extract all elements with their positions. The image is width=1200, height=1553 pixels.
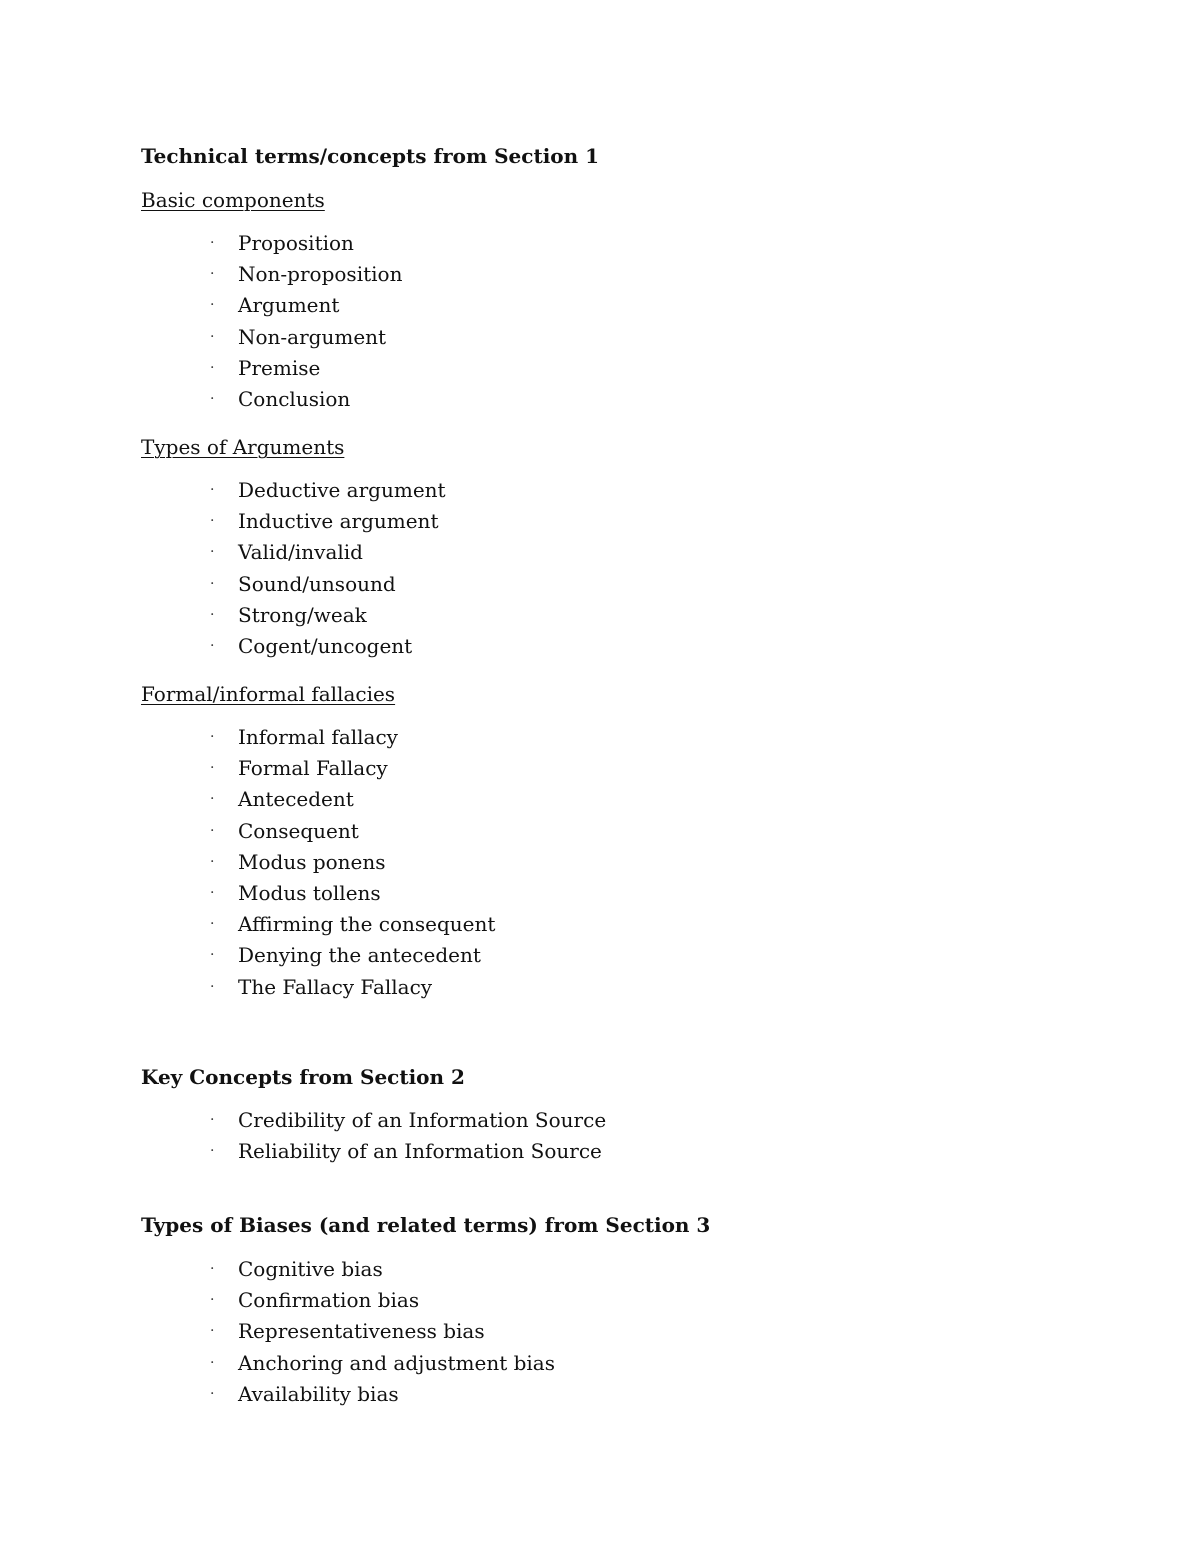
bullet-icon: · — [210, 822, 215, 839]
bullet-icon: · — [210, 947, 215, 964]
bullet-icon: · — [210, 884, 215, 901]
bullet-icon: · — [210, 791, 215, 808]
bullet-icon: · — [210, 359, 215, 376]
bullet-icon: · — [210, 390, 215, 407]
bullet-icon: · — [210, 978, 215, 995]
bullet-icon: · — [210, 1112, 215, 1128]
bullet-icon: · — [210, 1143, 215, 1160]
section-2-heading: Key Concepts from Section 2 — [141, 1065, 465, 1089]
bullet-icon: · — [210, 760, 215, 777]
types-of-arguments-subheading: Types of Arguments — [141, 435, 345, 459]
document-page: Technical terms/concepts from Section 1 Basic components · Proposition · Non-proposition · Argument · Non-argument · Premise · Conclusion Types of Arguments · Deductive argument · Inductive argument · Valid/invalid · Sound/unsound · Strong/weak · Cogent/uncogent Formal/informal fallacies · Informal fallacy · Formal Fallacy · Antecedent · Consequent · Modus ponens · Modus tollens · Affirming the consequent · Denying the antecedent · The Fallacy Fallacy Key Concepts from Section 2 · Credibility of an Information Source · Reliability of an Information Source Types of Biases (and related terms) from Section 3 · Cognitive bias · Confirmation bias · Representativeness bias · Anchoring and adjustment bias · Availability bias — [0, 0, 1200, 1553]
fallacies-subheading: Formal/informal fallacies — [141, 682, 396, 706]
basic-components-subheading: Basic components — [141, 188, 325, 212]
bullet-icon: · — [210, 575, 215, 592]
bullet-icon: · — [210, 916, 215, 933]
bullet-icon: · — [210, 637, 215, 654]
bullet-icon: · — [210, 513, 215, 530]
bullet-icon: · — [210, 1323, 215, 1340]
bullet-icon: · — [210, 1292, 215, 1309]
bullet-icon: · — [210, 235, 215, 251]
bullet-icon: · — [210, 729, 215, 745]
bullet-icon: · — [210, 1261, 215, 1277]
bullet-icon: · — [210, 606, 215, 623]
bullet-icon: · — [210, 266, 215, 283]
section-1-heading: Technical terms/concepts from Section 1 — [141, 144, 600, 168]
bullet-icon: · — [210, 1354, 215, 1371]
bullet-icon: · — [210, 544, 215, 561]
section-3-heading: Types of Biases (and related terms) from Section 3 — [141, 1213, 711, 1237]
bullet-icon: · — [210, 853, 215, 870]
bullet-icon: · — [210, 1385, 215, 1402]
bullet-icon: · — [210, 297, 215, 314]
bullet-icon: · — [210, 482, 215, 498]
bullet-icon: · — [210, 328, 215, 345]
